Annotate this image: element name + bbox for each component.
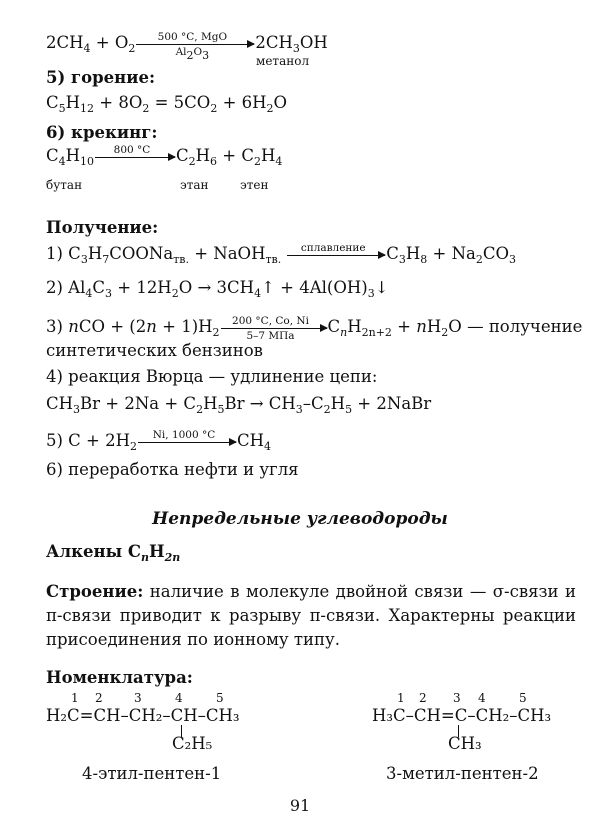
heading-cracking: 6) крекинг: — [46, 123, 158, 142]
equation-combustion: $C_5H_{12} + 8O_2 = 5CO_2 + 6H_2O$ — [46, 93, 288, 115]
compound-name: 4-этил-пентен-1 — [82, 764, 222, 783]
heading-combustion: 5) горение: — [46, 68, 156, 87]
reaction-arrow: сплавление — [287, 242, 385, 256]
reaction-arrow: 200 °С, Co, Ni 5–7 МПа — [221, 315, 327, 342]
carbon-number: 5 — [519, 691, 527, 705]
carbon-number: 3 — [134, 691, 142, 705]
equation-methanol: $2CH_4 + O_2$ 500 °С, MgO $Al_2O_3$ $2CH_3OH$ — [46, 31, 328, 62]
item-production-6: 6) переработка нефти и угля — [46, 460, 299, 479]
equation-production-1: 1) $C_3H_7COONa_{тв.}$ + NaOH$_{тв.}$ сплавление $C_3H_8 + Na_2CO_3$ — [46, 241, 517, 266]
equation-production-2: 2) $Al_4C_3 + 12H_2O$ → $3CH_4↑$ + $4Al(OH)_3↓$ — [46, 278, 389, 300]
carbon-number: 4 — [478, 691, 486, 705]
gas-arrow-up: ↑ — [261, 278, 275, 297]
heading-nomenclature: Номенклатура: — [46, 668, 193, 687]
page-number: 91 — [289, 796, 311, 815]
carbon-number: 1 — [71, 691, 79, 705]
heading-wurtz: 4) реакция Вюрца — удлинение цепи: — [46, 367, 378, 386]
reaction-arrow: 800 °С — [95, 144, 175, 158]
equation-wurtz: $CH_3Br + 2Na + C_2H_5Br \to CH_3-C_2H_5$ + 2NaBr — [46, 394, 432, 416]
label-butane: бутан — [46, 178, 83, 192]
reaction-arrow: Ni, 1000 °С — [138, 429, 236, 443]
label-ethane: этан — [180, 178, 209, 192]
section-title: Непредельные углеводороды — [152, 509, 448, 529]
carbon-number: 2 — [95, 691, 103, 705]
main-chain: H₂C=CH–CH₂–CH–CH₃ — [46, 706, 240, 725]
label-ethene: этен — [240, 178, 269, 192]
carbon-number: 5 — [216, 691, 224, 705]
compound-name: 3-метил-пентен-2 — [386, 764, 539, 783]
heading-alkenes: Алкены $C_nH_{2n}$ — [46, 542, 181, 564]
carbon-number: 1 — [397, 691, 405, 705]
equation-production-3-continued: синтетических бензинов — [46, 341, 263, 360]
main-chain: H₃C–CH=C–CH₂–CH₃ — [372, 706, 552, 725]
equation-cracking: $C_4H_{10}$ 800 °С $C_2H_6 + C_2H_4$ — [46, 143, 283, 168]
branch-group: C₂H₅ — [172, 734, 213, 753]
paragraph-structure: Строение: наличие в молекуле двойной связи — σ-связи и π-связи приводит к разрыву π-связи. Характерны реакции присоединения по ионному типу. — [46, 582, 576, 649]
reaction-arrow: 500 °С, MgO $Al_2O_3$ — [136, 31, 254, 58]
label-methanol: метанол — [256, 54, 310, 68]
heading-production: Получение: — [46, 218, 159, 237]
carbon-number: 4 — [175, 691, 183, 705]
equation-production-3: 3) nCO + $(2n + 1)H_2$ 200 °С, Co, Ni 5–7 МПа $C_nH_{2n+2} + nH_2O$ — получение — [46, 315, 583, 342]
precipitate-arrow-down: ↓ — [374, 278, 389, 297]
branch-group: CH₃ — [448, 734, 482, 753]
equation-production-5: 5) $C + 2H_2$ Ni, 1000 °С $CH_4$ — [46, 428, 272, 453]
carbon-number: 2 — [419, 691, 427, 705]
carbon-number: 3 — [453, 691, 461, 705]
